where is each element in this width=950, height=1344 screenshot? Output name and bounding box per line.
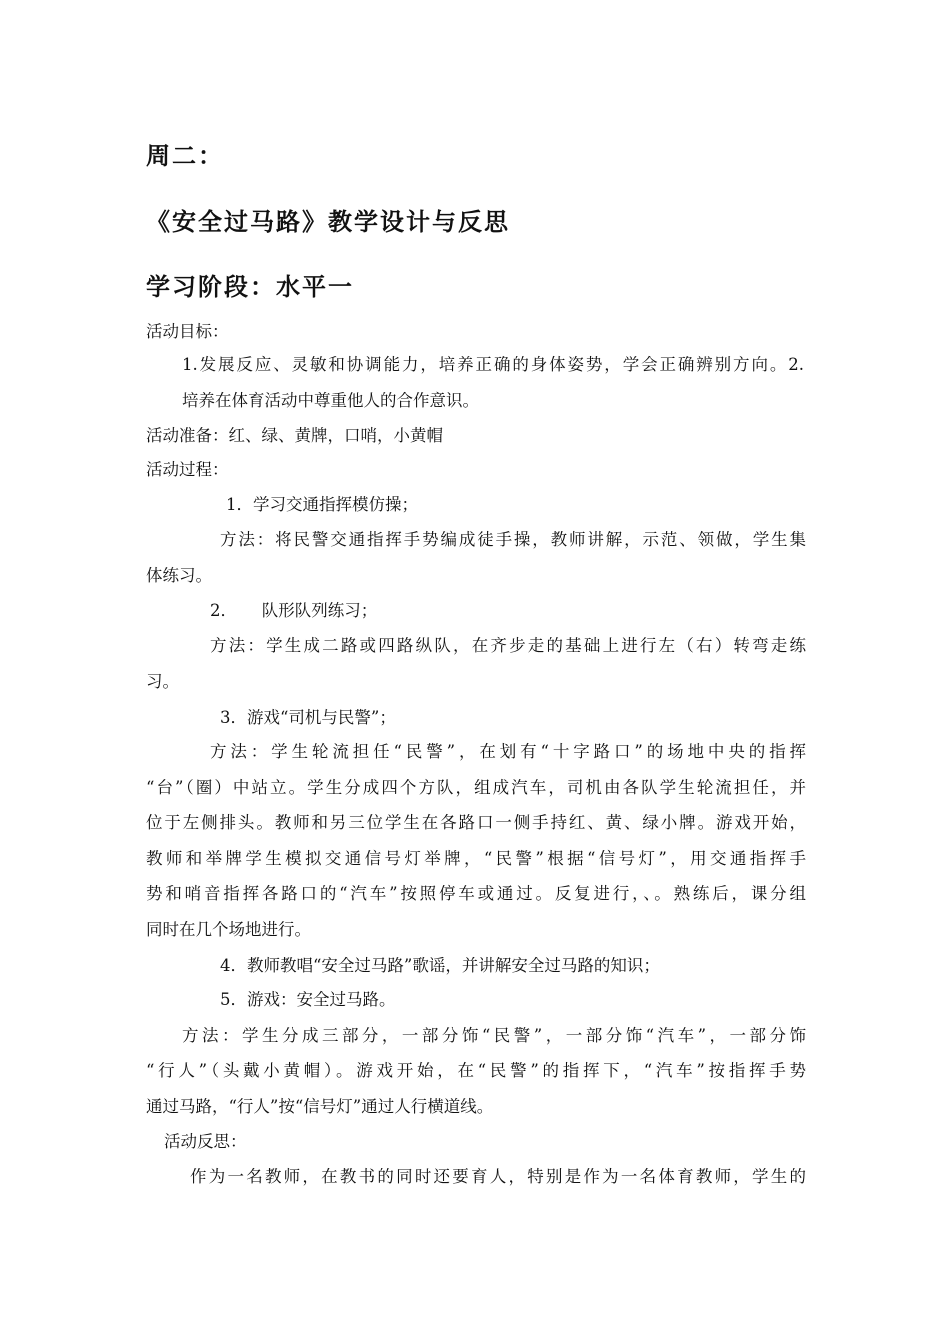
stage-heading: 学习阶段：水平一 [146,273,354,301]
process-label: 活动过程： [146,460,229,479]
step5-method-line: 通过马路，“行人”按“信号灯”通过人行横道线。 [146,1097,494,1116]
step1-method-line-2: 体练习。 [146,566,212,585]
step3-method-line: 势和哨音指挥各路口的“汽车”按照停车或通过。反复进行，、。熟练后，课分组 [146,884,806,903]
reflection-label: 活动反思： [164,1132,247,1151]
step1-method-line-1: 方法：将民警交通指挥手势编成徒手操，教师讲解，示范、领做，学生集 [220,530,806,549]
objectives-label: 活动目标： [146,322,229,341]
step4-title: 4．教师教唱“安全过马路”歌谣，并讲解安全过马路的知识； [220,956,660,975]
day-heading: 周二： [146,142,224,170]
step5-method-line: “行人”（头戴小黄帽）。游戏开始，在“民警”的指挥下，“汽车”按指挥手势 [146,1061,806,1080]
step2-method-line-1: 方法：学生成二路或四路纵队，在齐步走的基础上进行左（右）转弯走练 [210,636,806,655]
objectives-line-2: 培养在体育活动中尊重他人的合作意识。 [182,391,479,410]
reflection-line-1: 作为一名教师，在教书的同时还要育人，特别是作为一名体育教师，学生的 [190,1167,806,1186]
preparation-text: 活动准备：红、绿、黄牌，口哨，小黄帽 [146,426,443,445]
step3-method-line: “台”（圈）中站立。学生分成四个方队，组成汽车，司机由各队学生轮流担任，并 [146,778,806,797]
step5-method-line: 方法：学生分成三部分，一部分饰“民警”，一部分饰“汽车”，一部分饰 [182,1026,806,1045]
step3-method-line: 方法：学生轮流担任“民警”，在划有“十字路口”的场地中央的指挥 [210,742,806,761]
objectives-line-1: 1.发展反应、灵敏和协调能力，培养正确的身体姿势，学会正确辨别方向。2. [182,355,804,374]
step3-method-line: 教师和举牌学生模拟交通信号灯举牌，“民警”根据“信号灯”，用交通指挥手 [146,849,806,868]
lesson-title: 《安全过马路》教学设计与反思 [146,208,510,236]
step2-title: 2． 队形队列练习； [210,601,378,620]
step3-title: 3．游戏“司机与民警”； [220,708,396,727]
step1-title: 1．学习交通指挥模仿操； [226,495,418,514]
step5-title: 5．游戏：安全过马路。 [220,990,396,1009]
step2-method-line-2: 习。 [146,672,179,691]
step3-method-line: 位于左侧排头。教师和另三位学生在各路口一侧手持红、黄、绿小牌。游戏开始， [146,813,806,832]
step3-method-line: 同时在几个场地进行。 [146,920,311,939]
